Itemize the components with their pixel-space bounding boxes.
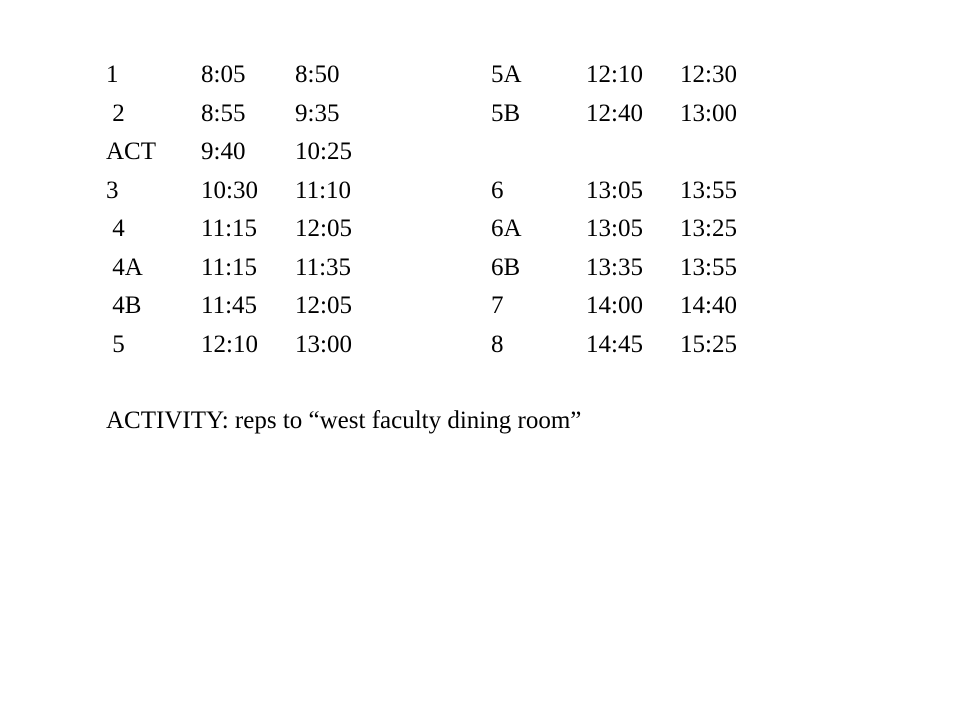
schedule-row — [491, 99, 737, 138]
schedule-row — [106, 176, 352, 215]
period-label: 4B — [106, 292, 142, 319]
end-time: 12:30 — [680, 61, 737, 88]
period-label: 6B — [491, 253, 521, 281]
period-label: 5 — [106, 330, 125, 358]
schedule-row — [491, 214, 737, 253]
activity-note: ACTIVITY: reps to “west faculty dining room” — [106, 407, 582, 434]
period-label: 5A — [491, 61, 522, 88]
start-time: 11:15 — [201, 253, 258, 281]
schedule-row — [106, 291, 352, 330]
schedule-row — [491, 330, 737, 369]
schedule-row — [491, 291, 737, 330]
period-label: 2 — [106, 99, 125, 127]
schedule-row — [106, 137, 352, 176]
start-time: 13:05 — [586, 215, 643, 242]
period-label: 8 — [491, 330, 504, 358]
start-time: 12:10 — [201, 330, 258, 358]
end-time: 13:25 — [680, 215, 737, 242]
start-time: 11:15 — [201, 215, 258, 242]
end-time: 12:05 — [295, 292, 352, 319]
end-time: 14:40 — [680, 292, 737, 319]
end-time: 13:00 — [680, 99, 737, 127]
end-time: 12:05 — [295, 215, 352, 242]
start-time: 14:00 — [586, 292, 643, 319]
schedule-right-column — [491, 60, 737, 368]
start-time: 11:45 — [201, 292, 258, 319]
period-label: 6 — [491, 176, 504, 204]
start-time: 8:55 — [201, 99, 246, 127]
period-label: 3 — [106, 176, 119, 204]
start-time: 10:30 — [201, 176, 258, 204]
schedule-row — [491, 253, 737, 292]
period-label: 5B — [491, 99, 521, 127]
end-time: 13:55 — [680, 253, 737, 281]
schedule-row — [106, 60, 340, 99]
end-time: 13:55 — [680, 176, 737, 204]
schedule-row-blank — [491, 137, 529, 176]
period-label: 1 — [106, 61, 119, 88]
schedule-row — [491, 60, 737, 99]
schedule-row — [106, 330, 352, 369]
schedule-row — [106, 214, 352, 253]
end-time: 11:10 — [295, 176, 352, 204]
end-time: 11:35 — [295, 253, 352, 281]
start-time: 9:40 — [201, 138, 246, 165]
end-time: 15:25 — [680, 330, 737, 358]
period-label: 7 — [491, 292, 504, 319]
start-time: 14:45 — [586, 330, 643, 358]
schedule-row — [106, 99, 340, 138]
period-label: 4 — [106, 215, 125, 242]
start-time: 8:05 — [201, 61, 246, 88]
period-label: ACT — [106, 138, 156, 165]
end-time: 10:25 — [295, 138, 352, 165]
end-time: 13:00 — [295, 330, 352, 358]
schedule-left-column — [106, 60, 352, 368]
period-label: 6A — [491, 215, 522, 242]
period-label: 4A — [106, 253, 143, 281]
start-time: 13:05 — [586, 176, 643, 204]
start-time: 12:10 — [586, 61, 643, 88]
end-time: 9:35 — [295, 99, 340, 127]
schedule-row — [106, 253, 352, 292]
start-time: 13:35 — [586, 253, 643, 281]
start-time: 12:40 — [586, 99, 643, 127]
schedule-row — [491, 176, 737, 215]
end-time: 8:50 — [295, 61, 340, 88]
